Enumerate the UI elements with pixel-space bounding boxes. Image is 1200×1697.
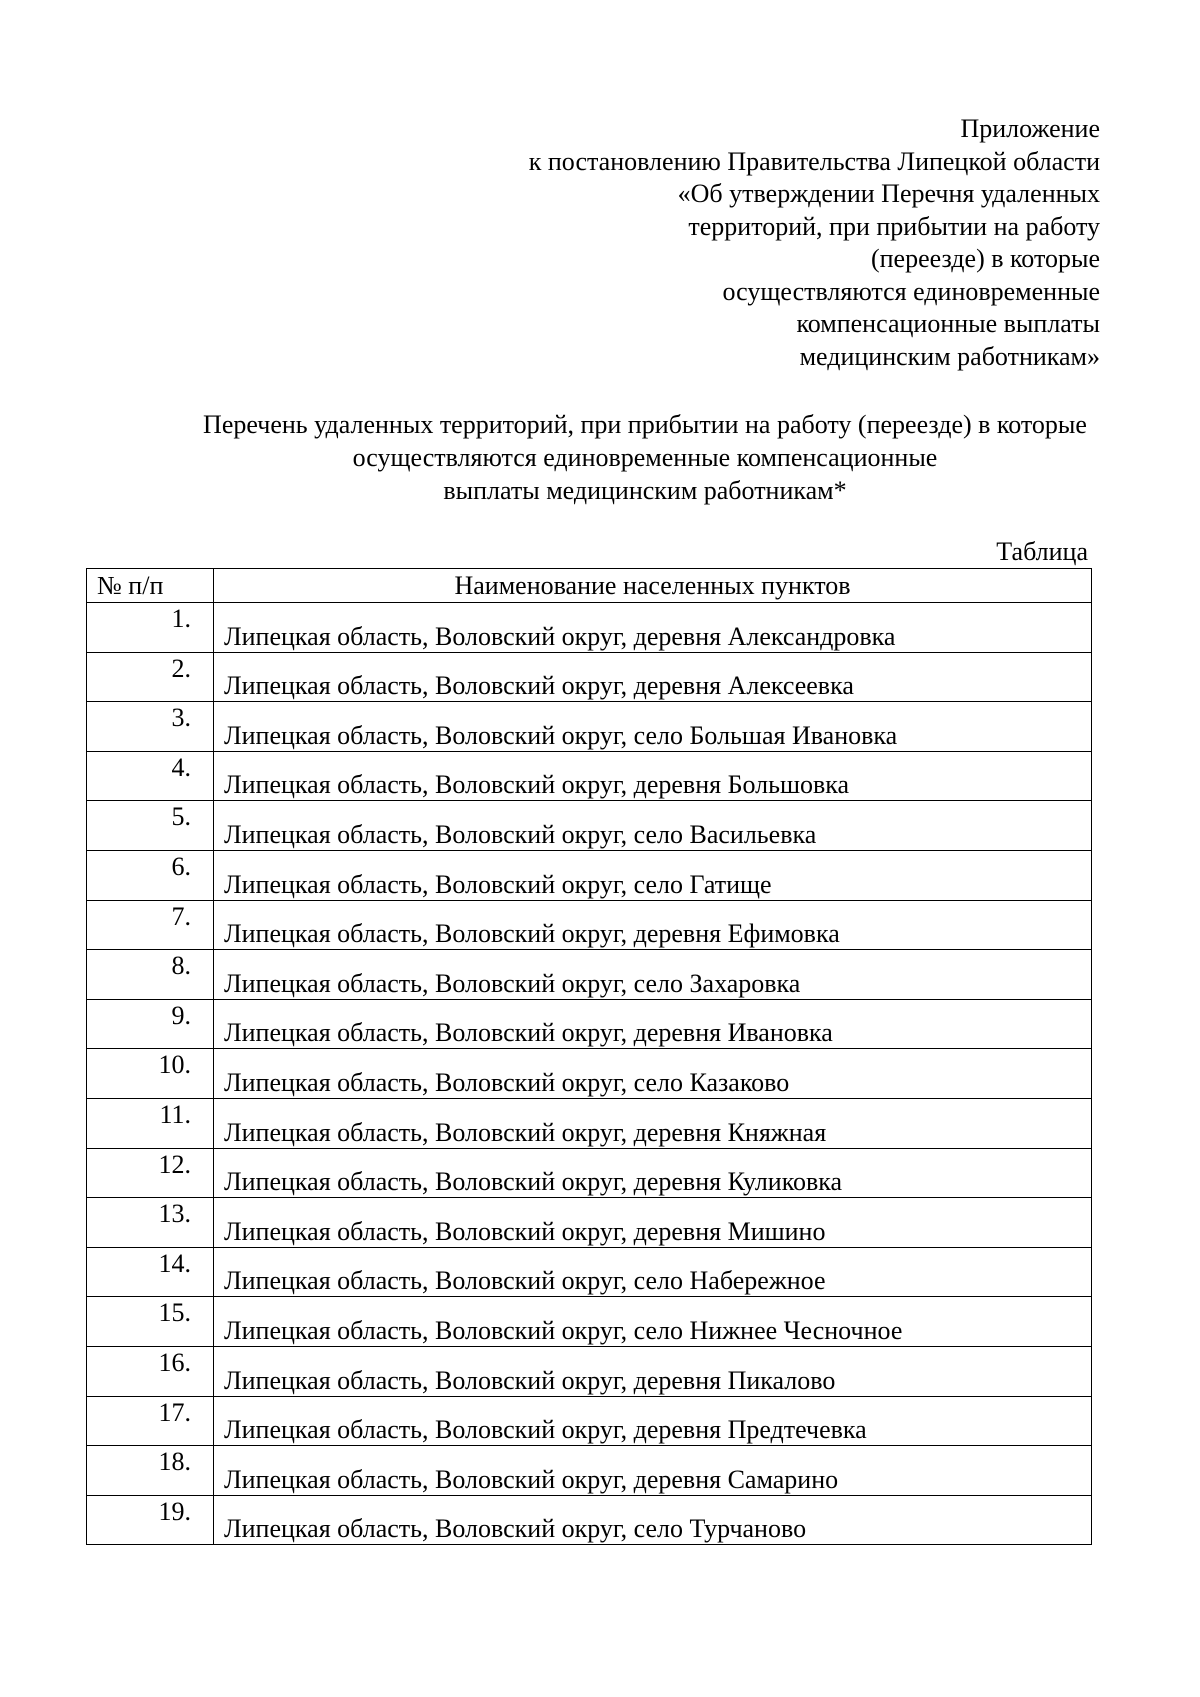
appendix-line: к постановлению Правительства Липецкой области (528, 146, 1100, 176)
row-number: 4. (87, 751, 214, 801)
settlement-name: Липецкая область, Воловский округ, деревня Княжная (214, 1098, 1092, 1148)
settlement-name: Липецкая область, Воловский округ, село Большая Ивановка (214, 702, 1092, 752)
appendix-line: Приложение (960, 114, 1100, 143)
settlements-table (86, 568, 1092, 1545)
row-number: 5. (87, 801, 214, 851)
row-number: 11. (87, 1098, 214, 1148)
appendix-line: осуществляются единовременные (722, 276, 1100, 306)
settlement-name: Липецкая область, Воловский округ, село Захаровка (214, 950, 1092, 1000)
settlement-name: Липецкая область, Воловский округ, село Васильевка (214, 801, 1092, 851)
appendix-line: медицинским работникам» (799, 341, 1100, 371)
row-number: 16. (87, 1346, 214, 1396)
row-number: 19. (87, 1495, 214, 1545)
row-number: 8. (87, 950, 214, 1000)
settlement-name: Липецкая область, Воловский округ, деревня Ивановка (214, 999, 1092, 1049)
row-number: 1. (87, 603, 214, 653)
heading-line: выплаты медицинским работникам* (443, 476, 847, 505)
table-row (87, 1297, 1092, 1347)
settlement-name: Липецкая область, Воловский округ, деревня Куликовка (214, 1148, 1092, 1198)
row-number: 13. (87, 1198, 214, 1248)
row-number: 6. (87, 850, 214, 900)
row-number: 18. (87, 1446, 214, 1496)
table-label: Таблица (996, 537, 1088, 566)
row-number: 10. (87, 1049, 214, 1099)
table-row (87, 1495, 1092, 1545)
table-row (87, 652, 1092, 702)
table-row (87, 1446, 1092, 1496)
column-header-name: Наименование населенных пунктов (214, 569, 1092, 603)
table-row (87, 1049, 1092, 1099)
appendix-line: (переезде) в которые (870, 244, 1100, 273)
table-row (87, 1396, 1092, 1446)
appendix-line: «Об утверждении Перечня удаленных (677, 179, 1100, 208)
settlement-name: Липецкая область, Воловский округ, село Турчаново (214, 1495, 1092, 1545)
table-row (87, 1198, 1092, 1248)
settlement-name: Липецкая область, Воловский округ, село Гатище (214, 850, 1092, 900)
table-row (87, 1148, 1092, 1198)
row-number: 12. (87, 1148, 214, 1198)
table-body (87, 603, 1092, 1545)
table-row (87, 1247, 1092, 1297)
table-row (87, 850, 1092, 900)
settlement-name: Липецкая область, Воловский округ, деревня Александровка (214, 603, 1092, 653)
document-heading (140, 408, 1150, 507)
appendix-line: территорий, при прибытии на работу (688, 211, 1100, 241)
table-header-row (87, 569, 1092, 603)
table-row (87, 751, 1092, 801)
table-row (87, 603, 1092, 653)
appendix-line: компенсационные выплаты (796, 309, 1100, 338)
row-number: 7. (87, 900, 214, 950)
column-header-number: № п/п (87, 569, 214, 603)
appendix-block (529, 113, 1100, 373)
settlement-name: Липецкая область, Воловский округ, село Нижнее Чесночное (214, 1297, 1092, 1347)
table-row (87, 801, 1092, 851)
settlement-name: Липецкая область, Воловский округ, деревня Ефимовка (214, 900, 1092, 950)
settlement-name: Липецкая область, Воловский округ, деревня Большовка (214, 751, 1092, 801)
heading-line: осуществляются единовременные компенсационные (352, 443, 938, 472)
table-row (87, 999, 1092, 1049)
settlement-name: Липецкая область, Воловский округ, село Казаково (214, 1049, 1092, 1099)
row-number: 2. (87, 652, 214, 702)
settlement-name: Липецкая область, Воловский округ, деревня Пикалово (214, 1346, 1092, 1396)
row-number: 17. (87, 1396, 214, 1446)
table-row (87, 1346, 1092, 1396)
row-number: 3. (87, 702, 214, 752)
settlement-name: Липецкая область, Воловский округ, село Набережное (214, 1247, 1092, 1297)
settlement-name: Липецкая область, Воловский округ, деревня Предтечевка (214, 1396, 1092, 1446)
table-row (87, 950, 1092, 1000)
settlement-name: Липецкая область, Воловский округ, деревня Алексеевка (214, 652, 1092, 702)
row-number: 9. (87, 999, 214, 1049)
row-number: 14. (87, 1247, 214, 1297)
table-row (87, 900, 1092, 950)
table-row (87, 702, 1092, 752)
settlement-name: Липецкая область, Воловский округ, деревня Самарино (214, 1446, 1092, 1496)
row-number: 15. (87, 1297, 214, 1347)
table-row (87, 1098, 1092, 1148)
heading-line: Перечень удаленных территорий, при прибытии на работу (переезде) в которые (203, 410, 1087, 439)
settlement-name: Липецкая область, Воловский округ, деревня Мишино (214, 1198, 1092, 1248)
